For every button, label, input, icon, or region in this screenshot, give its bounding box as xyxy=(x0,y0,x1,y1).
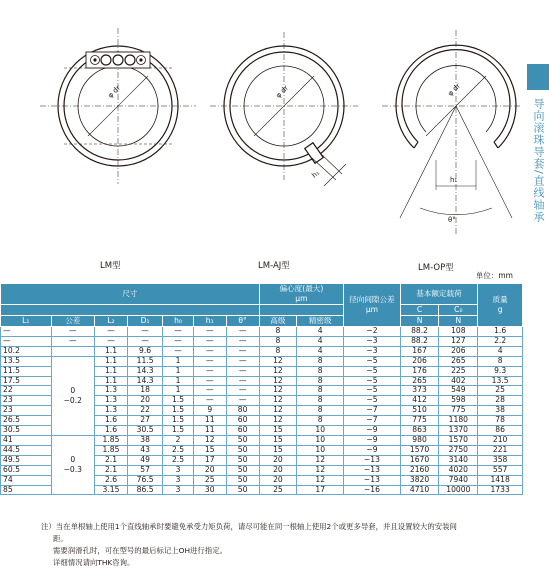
tolerance-cell: — xyxy=(51,327,95,337)
table-cell: 3 xyxy=(163,475,194,485)
table-cell: −5 xyxy=(344,366,400,376)
table-cell: 50 xyxy=(226,445,259,455)
table-cell: 1.1 xyxy=(95,356,128,366)
table-cell: 17.5 xyxy=(1,376,52,386)
table-cell: 14.3 xyxy=(127,366,162,376)
table-cell: 38 xyxy=(478,406,523,416)
table-cell: −9 xyxy=(344,426,400,436)
table-cell: 76.5 xyxy=(127,475,162,485)
table-cell: 1.6 xyxy=(478,327,523,337)
table-cell: 1.5 xyxy=(163,396,194,406)
tolerance-cell xyxy=(51,346,95,356)
table-cell: 25 xyxy=(478,386,523,396)
table-cell: 49 xyxy=(127,455,162,465)
table-cell: 50 xyxy=(226,485,259,495)
table-cell: 12 xyxy=(259,366,297,376)
table-cell: — xyxy=(1,327,52,337)
table-cell: 11.5 xyxy=(1,366,52,376)
table-cell: 1180 xyxy=(439,416,478,426)
table-cell: — xyxy=(226,376,259,386)
table-cell: 10 xyxy=(297,445,344,455)
table-cell: 775 xyxy=(400,416,439,426)
table-cell: 12 xyxy=(259,406,297,416)
table-cell: 127 xyxy=(439,336,478,346)
table-cell: — xyxy=(193,366,226,376)
table-cell: 88.2 xyxy=(400,327,439,337)
table-cell: 78 xyxy=(478,416,523,426)
table-cell: −3 xyxy=(344,346,400,356)
table-cell: 1.3 xyxy=(95,406,128,416)
table-cell: −5 xyxy=(344,376,400,386)
table-cell: 8 xyxy=(259,336,297,346)
header-precision-grade: 精密级 xyxy=(297,316,344,327)
table-cell: 9.3 xyxy=(478,366,523,376)
table-cell: — xyxy=(127,327,162,337)
table-cell: 50 xyxy=(226,475,259,485)
table-cell: 1570 xyxy=(400,445,439,455)
spec-table-body xyxy=(1,327,523,495)
table-cell: 980 xyxy=(400,435,439,445)
table-cell: 4 xyxy=(478,346,523,356)
table-cell: — xyxy=(226,327,259,337)
table-row xyxy=(1,336,523,346)
table-cell: 863 xyxy=(400,426,439,436)
table-cell: −5 xyxy=(344,356,400,366)
table-cell: 2 xyxy=(163,435,194,445)
table-cell: 30.5 xyxy=(127,426,162,436)
table-cell: 1418 xyxy=(478,475,523,485)
table-cell: 8 xyxy=(259,346,297,356)
notes xyxy=(41,521,521,569)
table-cell: 1670 xyxy=(400,455,439,465)
table-cell: 1.1 xyxy=(95,376,128,386)
table-cell: 4 xyxy=(297,346,344,356)
table-cell: 3 xyxy=(163,485,194,495)
note-line-1: 注）当在单根轴上使用1个直线轴承时要避免承受力矩负荷，请尽可能在同一根轴上使用2个或更多导套，并且设置较大的安装间 xyxy=(41,522,457,531)
table-cell: 2160 xyxy=(400,465,439,475)
table-cell: 17 xyxy=(193,455,226,465)
table-cell: — xyxy=(163,327,194,337)
lm-op-h1-label: h₁ xyxy=(450,176,458,184)
table-cell: — xyxy=(226,356,259,366)
section-tab xyxy=(527,64,549,90)
table-cell: 23 xyxy=(1,406,52,416)
table-cell: 44.5 xyxy=(1,445,52,455)
table-cell: 12 xyxy=(193,435,226,445)
table-cell: 2750 xyxy=(439,445,478,455)
table-cell: 23 xyxy=(1,396,52,406)
table-cell: 9.6 xyxy=(127,346,162,356)
unit-label: 单位：mm xyxy=(475,271,513,280)
table-cell: 402 xyxy=(439,376,478,386)
table-cell: 108 xyxy=(439,327,478,337)
table-cell: 10.2 xyxy=(1,346,52,356)
table-cell: 12 xyxy=(259,416,297,426)
table-cell: 1.5 xyxy=(163,416,194,426)
table-cell: 9 xyxy=(193,406,226,416)
table-cell: 43 xyxy=(127,445,162,455)
table-cell: −5 xyxy=(344,396,400,406)
table-cell: −3 xyxy=(344,336,400,346)
header-theta: θ° xyxy=(226,316,259,327)
header-C: C xyxy=(400,305,439,316)
table-cell: 88.2 xyxy=(400,336,439,346)
lm-op-caption: LM-OP型 xyxy=(418,263,454,273)
header-mass: 质量 g xyxy=(478,284,523,327)
table-row xyxy=(1,435,523,445)
lm-type-drawing xyxy=(40,28,196,184)
table-cell: 18 xyxy=(127,386,162,396)
table-cell: 15 xyxy=(259,445,297,455)
table-cell: — xyxy=(95,336,128,346)
table-cell: 86 xyxy=(478,426,523,436)
table-cell: 30 xyxy=(193,485,226,495)
header-C0: C₀ xyxy=(439,305,478,316)
table-cell: — xyxy=(226,346,259,356)
table-cell: 10 xyxy=(297,435,344,445)
table-cell: 85 xyxy=(1,485,52,495)
table-cell: 3 xyxy=(163,465,194,475)
table-cell: 12 xyxy=(259,396,297,406)
table-cell: 2.5 xyxy=(163,455,194,465)
table-cell: 557 xyxy=(478,465,523,475)
table-cell: 167 xyxy=(400,346,439,356)
table-cell: — xyxy=(226,396,259,406)
table-cell: 3820 xyxy=(400,475,439,485)
table-cell: 412 xyxy=(400,396,439,406)
header-C0-unit: N xyxy=(439,316,478,327)
diagram-area xyxy=(0,0,520,273)
table-cell: 221 xyxy=(478,445,523,455)
table-cell: 265 xyxy=(439,356,478,366)
table-cell: 10000 xyxy=(439,485,478,495)
table-cell: — xyxy=(163,346,194,356)
table-cell: 60 xyxy=(226,416,259,426)
table-cell: 2.2 xyxy=(478,336,523,346)
table-cell: 3.15 xyxy=(95,485,128,495)
table-cell: 12 xyxy=(259,386,297,396)
table-cell: 30.5 xyxy=(1,426,52,436)
note-line-3: 详细情况请向THK咨询。 xyxy=(53,558,135,567)
lm-dr-label: φ dr xyxy=(106,83,123,100)
table-cell: 12 xyxy=(259,376,297,386)
table-cell: 1 xyxy=(163,356,194,366)
table-cell: 1.3 xyxy=(95,386,128,396)
table-cell: 1.6 xyxy=(95,416,128,426)
table-cell: — xyxy=(163,336,194,346)
table-cell: 10 xyxy=(297,426,344,436)
table-cell: — xyxy=(193,386,226,396)
table-cell: 4 xyxy=(297,336,344,346)
table-cell: 25 xyxy=(193,475,226,485)
table-cell: 17 xyxy=(297,485,344,495)
table-cell: — xyxy=(193,327,226,337)
table-cell: 50 xyxy=(226,455,259,465)
table-cell: 12 xyxy=(297,455,344,465)
table-cell: 2.5 xyxy=(163,445,194,455)
table-cell: 8 xyxy=(297,416,344,426)
table-cell: 57 xyxy=(127,465,162,475)
table-cell: 1.3 xyxy=(95,396,128,406)
table-cell: 20 xyxy=(259,475,297,485)
table-cell: 598 xyxy=(439,396,478,406)
table-cell: — xyxy=(226,336,259,346)
table-cell: — xyxy=(193,396,226,406)
table-cell: 4710 xyxy=(400,485,439,495)
table-cell: 28 xyxy=(478,396,523,406)
table-cell: 80 xyxy=(226,406,259,416)
table-cell: −9 xyxy=(344,435,400,445)
table-row xyxy=(1,346,523,356)
table-cell: 510 xyxy=(400,406,439,416)
table-cell: 1 xyxy=(163,366,194,376)
tolerance-cell: 0 −0.3 xyxy=(51,435,95,494)
table-cell: 358 xyxy=(478,455,523,465)
table-cell: 12 xyxy=(297,475,344,485)
table-cell: — xyxy=(226,386,259,396)
table-cell: −7 xyxy=(344,406,400,416)
table-cell: — xyxy=(193,336,226,346)
table-cell: 373 xyxy=(400,386,439,396)
table-cell: 1 xyxy=(163,376,194,386)
table-cell: 176 xyxy=(400,366,439,376)
table-cell: 12 xyxy=(259,356,297,366)
lm-caption: LM型 xyxy=(100,261,121,271)
tolerance-cell: — xyxy=(51,336,95,346)
lm-aj-type-drawing xyxy=(210,32,358,186)
table-cell: 50 xyxy=(226,435,259,445)
table-cell: −9 xyxy=(344,445,400,455)
table-cell: 1.1 xyxy=(95,366,128,376)
table-cell: 7940 xyxy=(439,475,478,485)
table-cell: 549 xyxy=(439,386,478,396)
table-cell: 1733 xyxy=(478,485,523,495)
table-row xyxy=(1,356,523,366)
table-cell: — xyxy=(193,346,226,356)
table-cell: 25 xyxy=(259,485,297,495)
table-cell: 2.1 xyxy=(95,465,128,475)
header-L1: L₁ xyxy=(1,316,52,327)
table-cell: 13.5 xyxy=(478,376,523,386)
table-cell: 1370 xyxy=(439,426,478,436)
table-cell: 1.85 xyxy=(95,445,128,455)
table-cell: −13 xyxy=(344,475,400,485)
lm-aj-dr-label: φ dr xyxy=(274,83,291,100)
table-cell: 8 xyxy=(297,396,344,406)
header-dimensions: 尺寸 xyxy=(1,284,260,305)
lm-op-type-drawing xyxy=(382,30,520,236)
table-cell: 86.5 xyxy=(127,485,162,495)
header-high-grade: 高级 xyxy=(259,316,297,327)
table-cell: 8 xyxy=(297,386,344,396)
table-cell: — xyxy=(226,366,259,376)
table-cell: 12 xyxy=(297,465,344,475)
table-cell: 775 xyxy=(439,406,478,416)
header-eccentricity: 偏心度(最大) μm xyxy=(259,284,344,305)
table-cell: 13.5 xyxy=(1,356,52,366)
table-cell: 22 xyxy=(1,386,52,396)
header-ecc-spacer xyxy=(259,305,344,316)
table-cell: 1.1 xyxy=(95,346,128,356)
table-cell: 2.6 xyxy=(95,475,128,485)
table-cell: 20 xyxy=(193,465,226,475)
table-cell: 206 xyxy=(439,346,478,356)
table-cell: 74 xyxy=(1,475,52,485)
table-cell: 8 xyxy=(478,356,523,366)
header-dimensions-spacer xyxy=(1,305,260,316)
table-cell: 1.6 xyxy=(95,426,128,436)
table-cell: −2 xyxy=(344,327,400,337)
lm-op-angle-label: θ° xyxy=(448,216,456,224)
table-cell: 20 xyxy=(259,465,297,475)
header-load: 基本额定载荷 xyxy=(400,284,478,305)
table-cell: 14.3 xyxy=(127,376,162,386)
table-cell: 210 xyxy=(478,435,523,445)
table-cell: −13 xyxy=(344,465,400,475)
table-cell: 1.5 xyxy=(163,406,194,416)
table-cell: 8 xyxy=(259,327,297,337)
header-tolerance: 公差 xyxy=(51,316,95,327)
table-cell: −13 xyxy=(344,455,400,465)
tolerance-cell: 0 −0.2 xyxy=(51,356,95,435)
table-cell: 1.85 xyxy=(95,435,128,445)
table-cell: 4 xyxy=(297,327,344,337)
header-h: h₀ xyxy=(163,316,194,327)
table-cell: 11 xyxy=(193,426,226,436)
table-cell: 1.5 xyxy=(163,426,194,436)
header-D1: D₁ xyxy=(127,316,162,327)
table-cell: 3140 xyxy=(439,455,478,465)
lm-aj-caption: LM-AJ型 xyxy=(258,261,290,271)
table-cell: 38 xyxy=(127,435,162,445)
table-cell: 8 xyxy=(297,356,344,366)
header-C-unit: N xyxy=(400,316,439,327)
table-cell: 2.1 xyxy=(95,455,128,465)
table-cell: — xyxy=(95,327,128,337)
table-cell: — xyxy=(127,336,162,346)
header-clearance: 径向间隙公差 μm xyxy=(344,284,400,327)
bearing-diagrams xyxy=(0,0,520,268)
table-cell: — xyxy=(1,336,52,346)
table-cell: 206 xyxy=(400,356,439,366)
table-cell: −7 xyxy=(344,416,400,426)
table-cell: 26.5 xyxy=(1,416,52,426)
header-h1: h₁ xyxy=(193,316,226,327)
table-cell: 50 xyxy=(226,465,259,475)
table-cell: −5 xyxy=(344,386,400,396)
table-cell: 265 xyxy=(400,376,439,386)
table-cell: 15 xyxy=(193,445,226,455)
table-cell: 1570 xyxy=(439,435,478,445)
lm-op-dr-label: φ dr xyxy=(446,81,463,98)
table-cell: 1 xyxy=(163,386,194,396)
table-cell: 11.5 xyxy=(127,356,162,366)
table-cell: 11 xyxy=(193,416,226,426)
table-cell: 41 xyxy=(1,435,52,445)
table-cell: 8 xyxy=(297,366,344,376)
table-cell: 4020 xyxy=(439,465,478,475)
header-L2: L₂ xyxy=(95,316,128,327)
table-cell: 8 xyxy=(297,376,344,386)
table-cell: 225 xyxy=(439,366,478,376)
spec-table xyxy=(0,283,523,495)
table-cell: — xyxy=(193,356,226,366)
table-cell: 60.5 xyxy=(1,465,52,475)
table-cell: 15 xyxy=(259,435,297,445)
section-title: 导向滚珠导套/直线轴承 xyxy=(532,98,545,223)
table-cell: — xyxy=(193,376,226,386)
lm-aj-h1-label: h₁ xyxy=(310,168,322,180)
note-line-2: 需要润滑孔时，可在型号的最后标记上OH进行指定。 xyxy=(53,546,227,555)
table-cell: −16 xyxy=(344,485,400,495)
table-cell: 22 xyxy=(127,406,162,416)
table-cell: 27 xyxy=(127,416,162,426)
table-row xyxy=(1,327,523,337)
table-cell: 20 xyxy=(259,455,297,465)
table-cell: 15 xyxy=(259,426,297,436)
table-cell: 60 xyxy=(226,426,259,436)
table-cell: 49.5 xyxy=(1,455,52,465)
note-line-1b: 距。 xyxy=(53,534,68,543)
table-cell: 8 xyxy=(297,406,344,416)
table-cell: 20 xyxy=(127,396,162,406)
